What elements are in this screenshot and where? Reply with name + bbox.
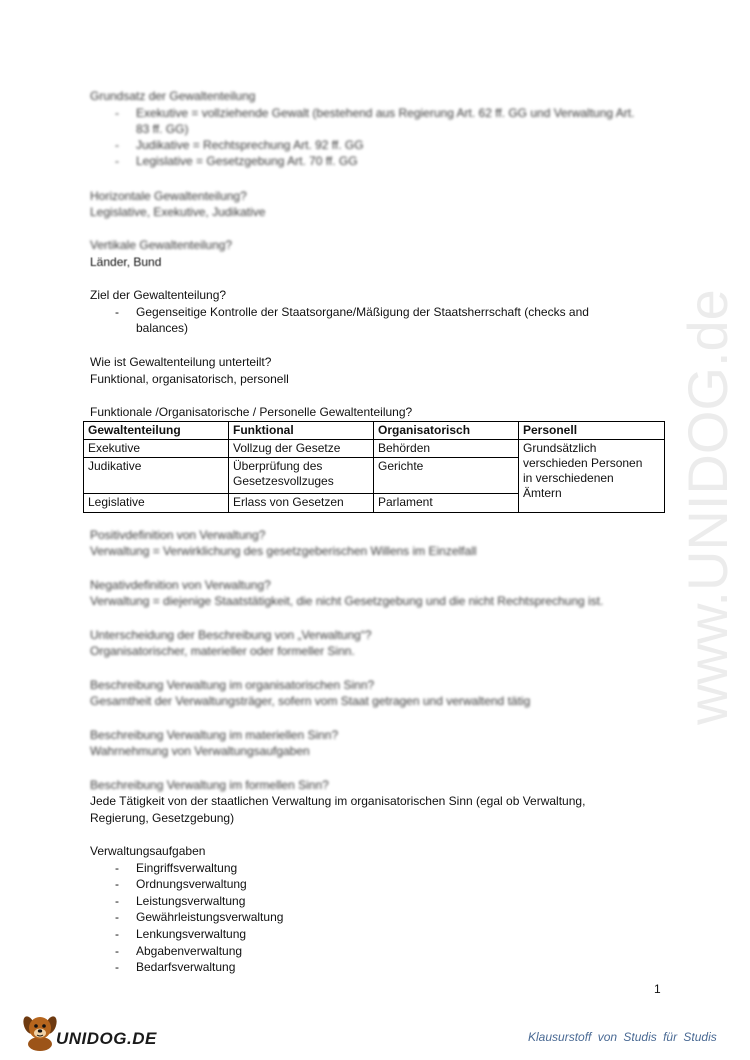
grundsatz-item-continued: 83 ff. GG) — [136, 122, 189, 136]
grundsatz-item: Judikative = Rechtsprechung Art. 92 ff. GG — [136, 138, 364, 152]
list-item: Lenkungsverwaltung — [136, 927, 247, 941]
dog-logo-icon — [20, 1010, 60, 1052]
table-cell: Gerichte — [374, 458, 519, 494]
list-bullet: - — [115, 106, 119, 120]
page-number: 1 — [654, 982, 661, 996]
verwaltung-question: Beschreibung Verwaltung im materiellen Sinn? — [90, 728, 339, 742]
ziel-answer: Gegenseitige Kontrolle der Staatsorgane/Mäßigung der Staatsherrschaft (checks and — [136, 305, 589, 319]
table-cell: Judikative — [84, 458, 229, 494]
table-header-row — [84, 422, 665, 440]
verwaltung-question: Unterscheidung der Beschreibung von „Verwaltung“? — [90, 628, 372, 642]
verwaltung-answer: Verwaltung = diejenige Staatstätigkeit, die nicht Gesetzgebung und die nicht Rechtsprechung ist. — [90, 594, 604, 608]
verwaltung-answer: Gesamtheit der Verwaltungsträger, sofern vom Staat getragen und verwaltend tätig — [90, 694, 531, 708]
table-cell: Vollzug der Gesetze — [229, 440, 374, 458]
table-header-cell: Personell — [519, 422, 665, 440]
grundsatz-heading: Grundsatz der Gewaltenteilung — [90, 89, 256, 103]
grundsatz-item: Exekutive = vollziehende Gewalt (bestehend aus Regierung Art. 62 ff. GG und Verwaltung Art. — [136, 106, 635, 120]
table-cell: Überprüfung des Gesetzesvollzuges — [229, 458, 374, 494]
list-item: Abgabenverwaltung — [136, 944, 243, 958]
table-cell: Behörden — [374, 440, 519, 458]
list-item: Leistungsverwaltung — [136, 894, 246, 908]
table-row — [84, 440, 665, 458]
list-bullet: - — [115, 154, 119, 168]
ziel-answer-continued: balances) — [136, 321, 189, 335]
table-header-cell: Gewaltenteilung — [84, 422, 229, 440]
formell-answer: Jede Tätigkeit von der staatlichen Verwaltung im organisatorischen Sinn (egal ob Verwaltung, — [90, 794, 586, 808]
formell-answer-continued: Regierung, Gesetzgebung) — [90, 811, 235, 825]
table-cell: Parlament — [374, 494, 519, 513]
list-item: Eingriffsverwaltung — [136, 861, 238, 875]
watermark: www.UNIDOG.de — [676, 289, 739, 725]
table-question: Funktionale /Organisatorische / Personelle Gewaltenteilung? — [90, 405, 413, 419]
list-bullet: - — [115, 861, 119, 875]
horizontal-question: Horizontale Gewaltenteilung? — [90, 189, 247, 203]
list-bullet: - — [115, 877, 119, 891]
horizontal-answer: Legislative, Exekutive, Judikative — [90, 205, 266, 219]
vertikal-question: Vertikale Gewaltenteilung? — [90, 238, 233, 252]
verwaltung-answer: Verwaltung = Verwirklichung des gesetzgeberischen Willens im Einzelfall — [90, 544, 477, 558]
list-item: Gewährleistungsverwaltung — [136, 910, 284, 924]
verwaltung-answer: Organisatorischer, materieller oder formeller Sinn. — [90, 644, 355, 658]
list-bullet: - — [115, 305, 119, 319]
list-bullet: - — [115, 960, 119, 974]
table-cell: Erlass von Gesetzen — [229, 494, 374, 513]
logo-text: UNIDOG.DE — [56, 1029, 157, 1048]
grundsatz-item: Legislative = Gesetzgebung Art. 70 ff. GG — [136, 154, 358, 168]
table-cell: Exekutive — [84, 440, 229, 458]
verwaltung-question: Negativdefinition von Verwaltung? — [90, 578, 271, 592]
list-item: Bedarfsverwaltung — [136, 960, 236, 974]
list-item: Ordnungsverwaltung — [136, 877, 247, 891]
table-cell: Legislative — [84, 494, 229, 513]
gewaltenteilung-table — [83, 421, 665, 513]
list-bullet: - — [115, 927, 119, 941]
aufgaben-heading: Verwaltungsaufgaben — [90, 844, 206, 858]
verwaltung-answer: Wahrnehmung von Verwaltungsaufgaben — [90, 744, 310, 758]
ziel-question: Ziel der Gewaltenteilung? — [90, 288, 227, 302]
table-header-cell: Funktional — [229, 422, 374, 440]
table-header-cell: Organisatorisch — [374, 422, 519, 440]
verwaltung-question: Beschreibung Verwaltung im organisatorischen Sinn? — [90, 678, 375, 692]
unterteilung-answer: Funktional, organisatorisch, personell — [90, 372, 289, 386]
list-bullet: - — [115, 138, 119, 152]
list-bullet: - — [115, 910, 119, 924]
verwaltung-question: Positivdefinition von Verwaltung? — [90, 528, 266, 542]
table-cell-personell: Grundsätzlich verschieden Personen in verschiedenen Ämtern — [519, 440, 665, 513]
vertikal-answer: Länder, Bund — [90, 255, 162, 269]
footer-tagline: Klausurstoff von Studis für Studis — [528, 1030, 717, 1044]
list-bullet: - — [115, 894, 119, 908]
unterteilung-question: Wie ist Gewaltenteilung unterteilt? — [90, 355, 272, 369]
list-bullet: - — [115, 944, 119, 958]
formell-question: Beschreibung Verwaltung im formellen Sinn? — [90, 778, 329, 792]
